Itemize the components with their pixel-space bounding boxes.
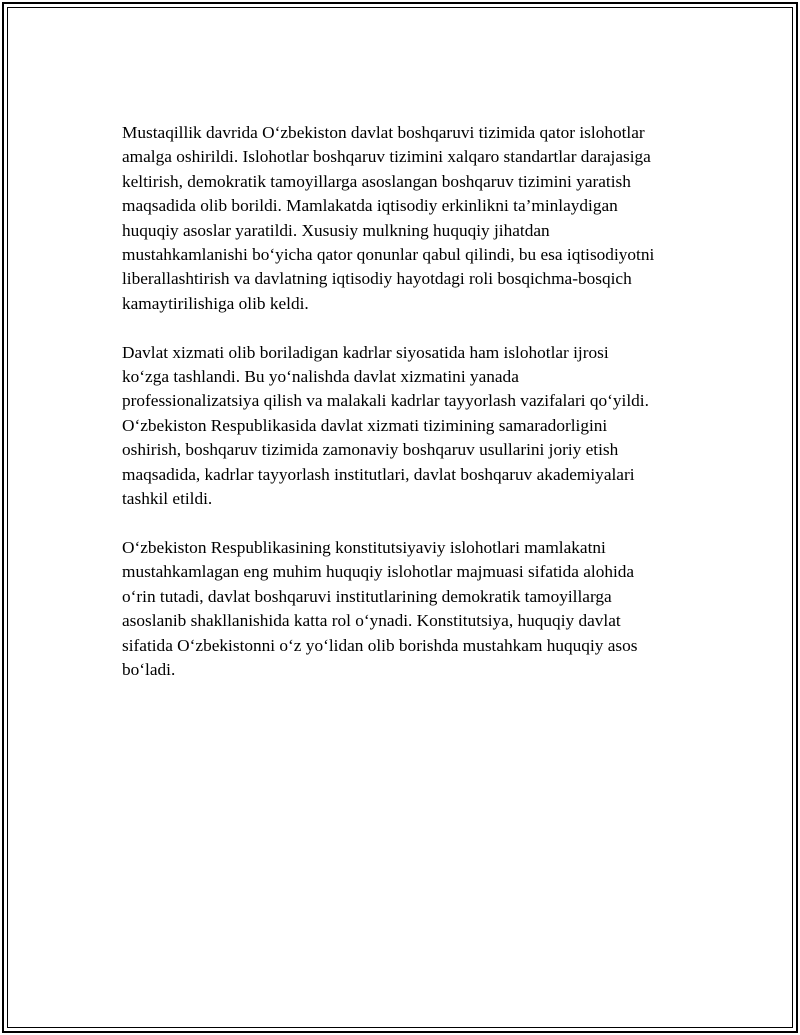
- text-line: ko‘zga tashlandi. Bu yo‘nalishda davlat xizmatini yanada: [122, 367, 519, 387]
- text-line: oshirish, boshqaruv tizimida zamonaviy boshqaruv usullarini joriy etish: [122, 440, 619, 460]
- text-line: liberallashtirish va davlatning iqtisodiy hayotdagi roli bosqichma-bosqich: [122, 269, 632, 289]
- paragraph-3: [122, 536, 697, 682]
- text-line: Davlat xizmati olib boriladigan kadrlar siyosatida ham islohotlar ijrosi: [122, 342, 609, 362]
- text-line: keltirish, demokratik tamoyillarga asoslangan boshqaruv tizimini yaratish: [122, 171, 631, 191]
- text-line: O‘zbekiston Respublikasida davlat xizmati tizimining samaradorligini: [122, 415, 608, 435]
- text-line: professionalizatsiya qilish va malakali kadrlar tayyorlash vazifalari qo‘yildi.: [122, 391, 649, 411]
- text-line: asoslanib shakllanishida katta rol o‘ynadi. Konstitutsiya, huquqiy davlat: [122, 611, 621, 631]
- text-line: tashkil etildi.: [122, 489, 213, 509]
- text-line: mustahkamlagan eng muhim huquqiy islohotlar majmuasi sifatida alohida: [122, 562, 635, 582]
- text-line: sifatida O‘zbekistonni o‘z yo‘lidan olib borishda mustahkam huquqiy asos: [122, 635, 638, 655]
- text-line: kamaytirilishiga olib keldi.: [122, 293, 309, 313]
- text-line: amalga oshirildi. Islohotlar boshqaruv tizimini xalqaro standartlar darajasiga: [122, 147, 651, 167]
- text-line: o‘rin tutadi, davlat boshqaruvi institutlarining demokratik tamoyillarga: [122, 586, 612, 606]
- document-body: [122, 121, 697, 707]
- page-border: [2, 2, 798, 1033]
- text-line: maqsadida, kadrlar tayyorlash institutlari, davlat boshqaruv akademiyalari: [122, 464, 635, 484]
- paragraph-2: [122, 341, 697, 512]
- paragraph-1: [122, 121, 697, 316]
- text-line: maqsadida olib borildi. Mamlakatda iqtisodiy erkinlikni ta’minlaydigan: [122, 196, 618, 216]
- text-line: O‘zbekiston Respublikasining konstitutsiyaviy islohotlari mamlakatni: [122, 537, 606, 557]
- text-line: bo‘ladi.: [122, 659, 176, 679]
- text-line: mustahkamlanishi bo‘yicha qator qonunlar qabul qilindi, bu esa iqtisodiyotni: [122, 245, 655, 265]
- text-line: huquqiy asoslar yaratildi. Xususiy mulkning huquqiy jihatdan: [122, 220, 550, 240]
- text-line: Mustaqillik davrida O‘zbekiston davlat boshqaruvi tizimida qator islohotlar: [122, 123, 645, 142]
